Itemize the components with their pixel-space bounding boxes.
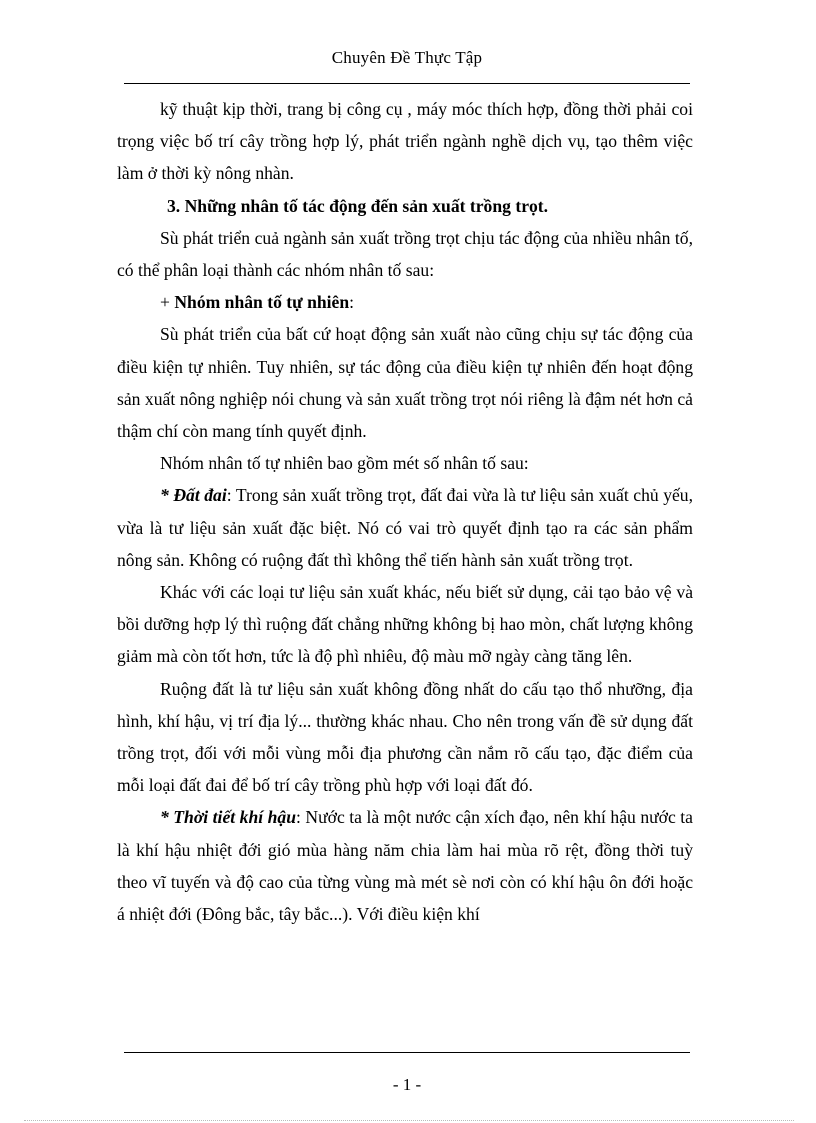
document-body [117,93,693,930]
paragraph-climate [117,801,693,930]
subheading-label: Nhóm nhân tố tự nhiên [174,292,350,313]
paragraph-land-care: Khác với các loại tư liệu sản xuất khác, nếu biết sử dụng, cải tạo bảo vệ và bồi dưỡng hợp lý thì ruộng đất chẳng những không bị hao mòn, chất lượng không giảm mà còn tốt hơn, tức là độ phì nhiêu, độ màu mỡ ngày càng tăng lên. [117,582,693,667]
page-header-title: Chuyên Đề Thực Tập [331,48,483,67]
paragraph-land [117,479,693,576]
paragraph-land-heterogeneity: Ruộng đất là tư liệu sản xuất không đồng nhất do cấu tạo thổ nhưỡng, địa hình, khí hậu, vị trí địa lý... thường khác nhau. Cho nên trong vấn đề sử dụng đất trồng trọt, đối với mỗi vùng mỗi địa phương cần nắm rõ cấu tạo, đặc điểm của mỗi loại đất đai để bố trí cây trồng phù hợp với loại đất đó. [117,678,693,796]
natural-factors-subheading [117,286,693,318]
header-rule [124,83,690,84]
section-heading: 3. Những nhân tố tác động đến sản xuất trồng trọt. [167,195,549,216]
land-text: : Trong sản xuất trồng trọt, đất đai vừa là tư liệu sản xuất chủ yếu, vừa là tư liệu sản xuất đặc biệt. Nó có vai trò quyết định tạo ra các sản phẩm nông sản. Không có ruộng đất thì không thể tiến hành sản xuất trồng trọt. [117,485,694,570]
paragraph-intro: Sù phát triển cuả ngành sản xuất trồng trọt chịu tác động của nhiều nhân tố, có thể phân loại thành các nhóm nhân tố sau: [117,227,693,281]
footer-rule [124,1052,690,1053]
subheading-prefix: + [160,292,175,313]
subheading-suffix: : [349,292,355,313]
land-label: * Đất đai [160,485,227,506]
page-edge-guide [24,1120,794,1121]
page-number: - 1 - [392,1075,422,1094]
climate-label: * Thời tiết khí hậu [160,807,296,828]
climate-text: : Nước ta là một nước cận xích đạo, nên khí hậu nước ta là khí hậu nhiệt đới gió mùa hàng năm chia làm hai mùa rõ rệt, đồng thời tuỳ theo vĩ tuyến và độ cao của từng vùng mà mét sè nơi còn có khí hậu ôn đới hoặc á nhiệt đới (Đông bắc, tây bắc...). Với điều kiện khí [117,807,693,925]
paragraph-factor-list-intro: Nhóm nhân tố tự nhiên bao gồm mét số nhân tố sau: [160,453,529,474]
paragraph-natural-impact: Sù phát triển của bất cứ hoạt động sản xuất nào cũng chịu sự tác động của điều kiện tự nhiên. Tuy nhiên, sự tác động của điều kiện tự nhiên đến hoạt động sản xuất nông nghiệp nói chung và sản xuất trồng trọt nói riêng là đậm nét hơn cả thậm chí còn mang tính quyết định. [117,324,693,442]
paragraph-continuation: kỹ thuật kịp thời, trang bị công cụ , máy móc thích hợp, đồng thời phải coi trọng việc bố trí cây trồng hợp lý, phát triển ngành nghề dịch vụ, tạo thêm việc làm ở thời kỳ nông nhàn. [117,99,693,184]
